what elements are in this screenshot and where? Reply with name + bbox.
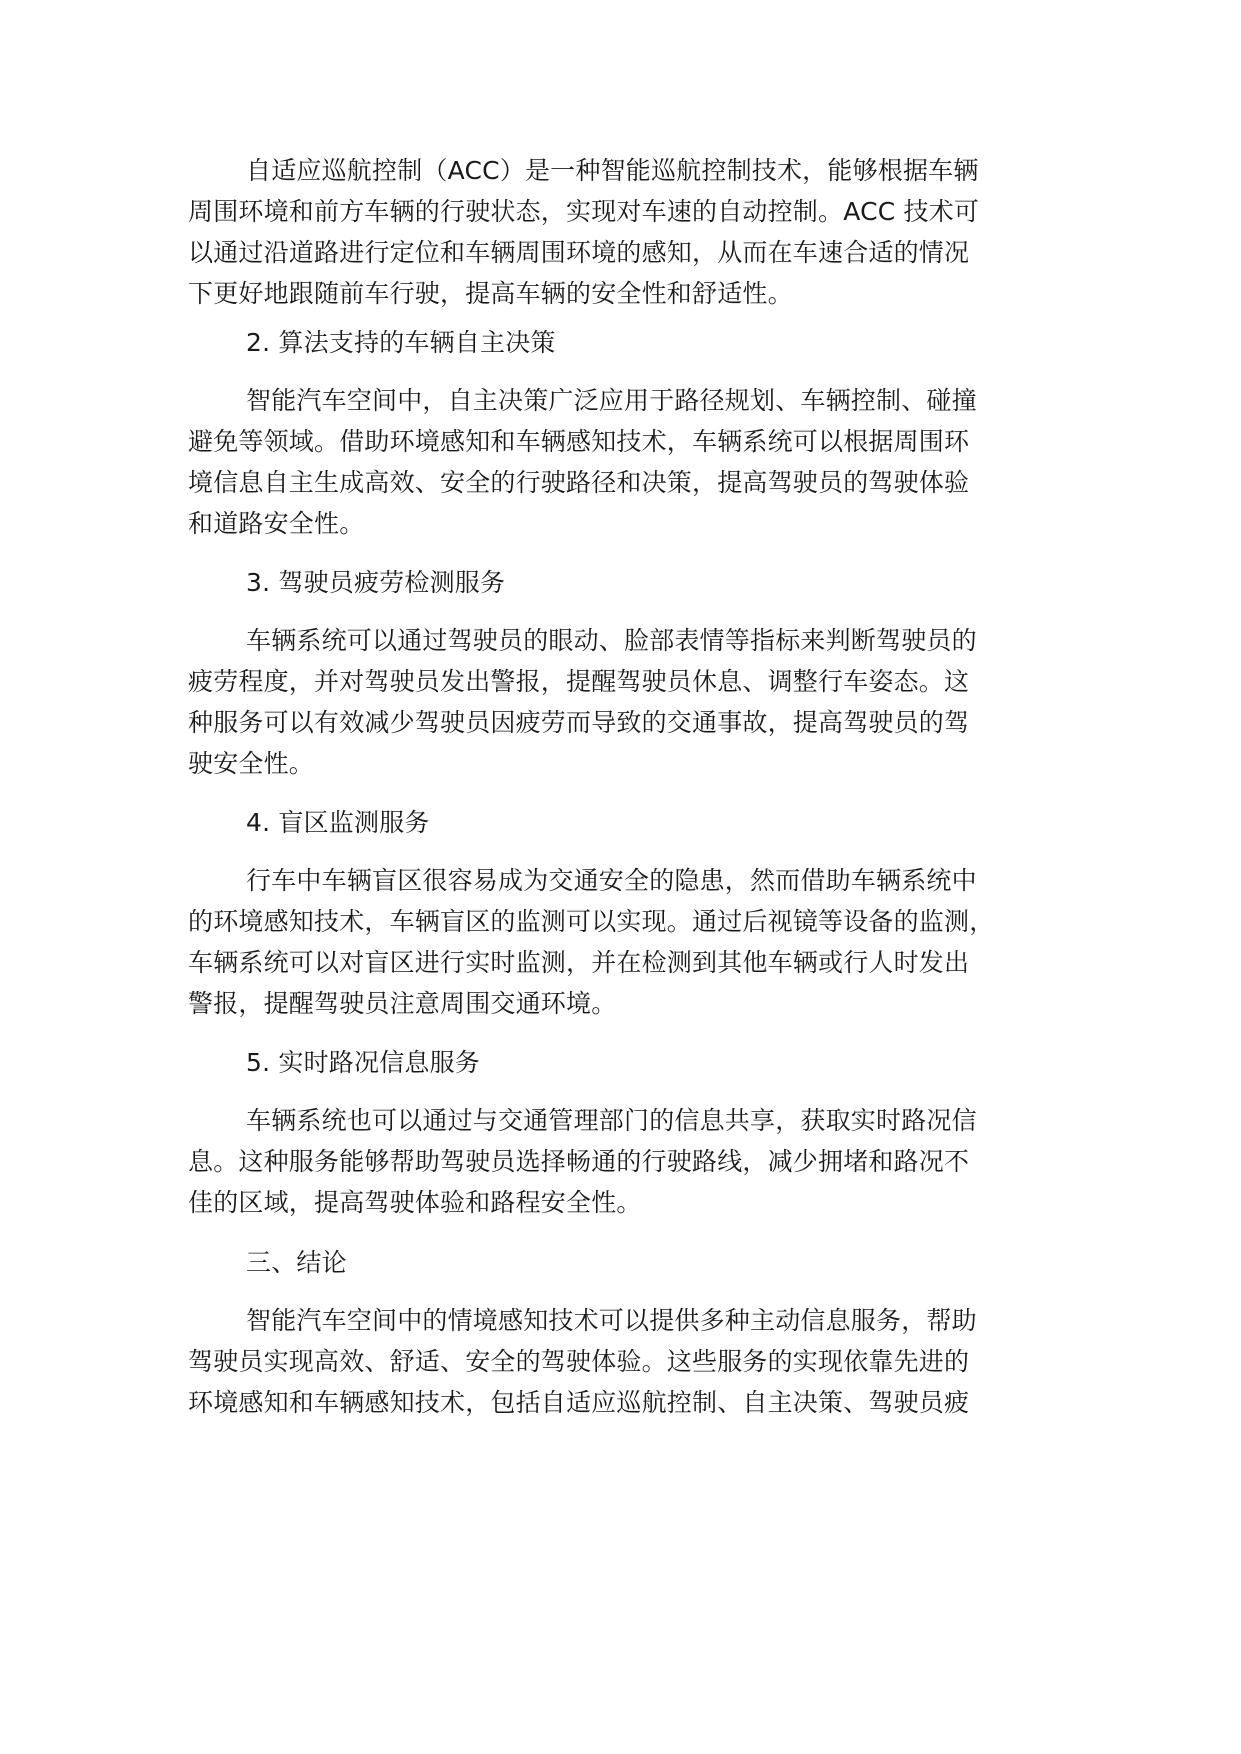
paragraph-line: 驶安全性。 [188,749,315,778]
paragraph-line: 的环境感知技术，车辆盲区的监测可以实现。通过后视镜等设备的监测， [188,907,995,936]
paragraph-line: 驾驶员实现高效、舒适、安全的驾驶体验。这些服务的实现依靠先进的 [188,1347,970,1376]
paragraph-line: 下更好地跟随前车行驶，提高车辆的安全性和舒适性。 [188,279,793,308]
paragraph-line: 疲劳程度，并对驾驶员发出警报，提醒驾驶员休息、调整行车姿态。这 [188,667,970,696]
paragraph-line: 自适应巡航控制（ACC）是一种智能巡航控制技术，能够根据车辆 [246,156,979,185]
paragraph-line: 种服务可以有效减少驾驶员因疲劳而导致的交通事故，提高驾驶员的驾 [188,708,970,737]
section-heading: 三、结论 [246,1248,347,1277]
paragraph-line: 佳的区域，提高驾驶体验和路程安全性。 [188,1188,642,1217]
paragraph-line: 以通过沿道路进行定位和车辆周围环境的感知，从而在车速合适的情况 [188,238,970,267]
section-heading: 4. 盲区监测服务 [246,808,430,837]
section-heading: 3. 驾驶员疲劳检测服务 [246,568,506,597]
paragraph-line: 车辆系统也可以通过与交通管理部门的信息共享，获取实时路况信 [246,1106,977,1135]
paragraph-line: 车辆系统可以对盲区进行实时监测，并在检测到其他车辆或行人时发出 [188,948,970,977]
paragraph-line: 和道路安全性。 [188,509,365,538]
paragraph-line: 智能汽车空间中的情境感知技术可以提供多种主动信息服务，帮助 [246,1306,977,1335]
paragraph-line: 环境感知和车辆感知技术，包括自适应巡航控制、自主决策、驾驶员疲 [188,1388,970,1417]
paragraph-line: 行车中车辆盲区很容易成为交通安全的隐患，然而借助车辆系统中 [246,866,977,895]
section-heading: 2. 算法支持的车辆自主决策 [246,328,556,357]
paragraph-line: 智能汽车空间中，自主决策广泛应用于路径规划、车辆控制、碰撞 [246,386,977,415]
paragraph-line: 警报，提醒驾驶员注意周围交通环境。 [188,989,617,1018]
paragraph-line: 境信息自主生成高效、安全的行驶路径和决策，提高驾驶员的驾驶体验 [188,468,970,497]
section-heading: 5. 实时路况信息服务 [246,1048,481,1077]
paragraph-line: 避免等领域。借助环境感知和车辆感知技术，车辆系统可以根据周围环 [188,427,970,456]
paragraph-line: 车辆系统可以通过驾驶员的眼动、脸部表情等指标来判断驾驶员的 [246,626,977,655]
paragraph-line: 息。这种服务能够帮助驾驶员选择畅通的行驶路线，减少拥堵和路况不 [188,1147,970,1176]
paragraph-line: 周围环境和前方车辆的行驶状态，实现对车速的自动控制。ACC 技术可 [188,197,980,226]
